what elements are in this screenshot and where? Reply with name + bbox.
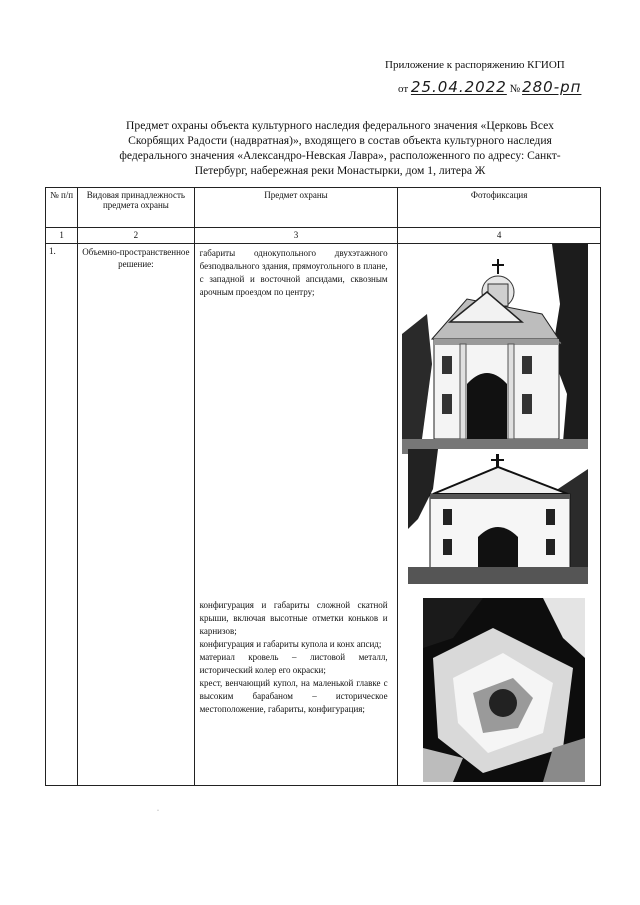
document-title: Предмет охраны объекта культурного наследия федерального значения «Церковь Всех Скорбящих Радости (надвратная)», входящего в состав объекта культурного наследия федерального значения «Александро-Невская Лавра», расположенного по адресу: Санкт-Петербург, набережная реки Монастырки, дом 1, литера Ж [119, 119, 561, 177]
annex-label: Приложение к распоряжению КГИОП [385, 59, 565, 71]
table-row [46, 244, 601, 786]
roof-detail-photo [423, 598, 585, 782]
order-number-sign: № [509, 83, 521, 95]
subject-part-1: габариты однокупольного двухэтажного безподвального здания, прямоугольного в плане, с западной и восточной апсидами, сквозным арочным проездом по центру; [199, 248, 388, 297]
subject-item: конфигурация и габариты купола и конх апсид; [199, 639, 382, 649]
column-number-row [46, 228, 601, 244]
header-subject: Предмет охраны [194, 188, 398, 228]
row-number: 1. [46, 244, 78, 786]
column-number: 1 [46, 228, 78, 244]
subject-part-2 [200, 599, 388, 716]
order-date: 25.04.2022 [410, 78, 507, 96]
order-reference [398, 78, 581, 96]
church-photo-2 [408, 449, 588, 584]
subject-item: конфигурация и габариты сложной скатной крыши, включая высотные отметки коньков и карнизов; [199, 600, 388, 636]
row-subject [194, 244, 398, 786]
table-header-row [46, 188, 601, 228]
header-photo: Фотофиксация [398, 188, 601, 228]
header-type: Видовая принадлежность предмета охраны [78, 188, 194, 228]
subject-item: материал кровель – листовой металл, исторический колер его окраски; [199, 652, 388, 675]
header-number: № п/п [46, 188, 78, 228]
footer-mark: · [157, 808, 159, 814]
column-number: 2 [78, 228, 194, 244]
column-number: 3 [194, 228, 398, 244]
column-number: 4 [398, 228, 601, 244]
subject-item: крест, венчающий купол, на маленькой главке с высоким барабаном – историческое местоположение, габариты, конфигурация; [199, 678, 388, 714]
row-type: Объемно-пространственное решение: [78, 244, 194, 786]
church-photo-1 [402, 244, 588, 454]
order-prefix: от [398, 83, 409, 95]
row-photos [398, 244, 601, 786]
protection-table [45, 187, 601, 786]
order-number: 280-рп [522, 78, 582, 96]
